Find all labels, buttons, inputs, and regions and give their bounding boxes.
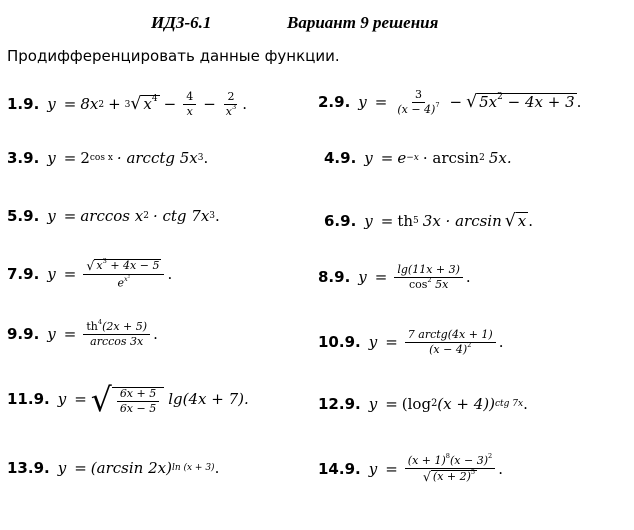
problem-2-9: 2.9. y = $\frac{3}{(x - 4)^7}$ − √ $5x^2 - 4x + 3$ . — [318, 88, 582, 117]
problem-1-9: 1.9. y = 8x 2 + 3 √ $x^4$ − $\frac{4}{x}$ − $\frac{2}{x^3}$ . — [7, 90, 247, 119]
instruction-text: Продифференцировать данные функции. — [7, 47, 340, 65]
header-variant: Вариант 9 решения — [287, 13, 439, 32]
problem-7-9: 7.9. y = √ $x^3 + 4x - 5$ $e^{x^2}$ . — [7, 257, 173, 290]
problem-14-9: 14.9. y = $(x + 1)^8(x - 3)^2$ √ $(x + 2)^5$ . — [318, 452, 503, 485]
problem-10-9: 10.9. y = $\frac{\text{7 arctg(4x + 1)}}{(x - 4)^2}$ . — [318, 328, 504, 357]
problem-6-9: 6.9. y = th 5 3x · arcsin √ x . — [324, 211, 534, 231]
problem-9-9: 9.9. y = $\frac{th^4(2x + 5)}{\arccos 3x}$ . — [7, 318, 158, 349]
header-title: ИДЗ-6.1 — [151, 13, 212, 32]
problem-3-9: 3.9. y = 2 cos x · arcctg 5x 3 . — [7, 149, 209, 167]
problem-12-9: 12.9. y = (log 2 (x + 4)) ctg 7x . — [318, 395, 528, 413]
problem-8-9: 8.9. y = $\frac{\lg(11x + 3)}{\cos^2 5x}$ . — [318, 263, 471, 292]
problem-4-9: 4.9. y = e −x · arcsin 2 5x. — [324, 149, 512, 167]
problem-5-9: 5.9. y = arccos x 2 · ctg 7x 3 . — [7, 207, 220, 225]
problem-13-9: 13.9. y = (arcsin 2x) ln (x + 3) . — [7, 459, 220, 477]
problem-11-9: 11.9. y = √ $\frac{6x + 5}{6x - 5}$ lg(4x + 7). — [7, 380, 249, 419]
